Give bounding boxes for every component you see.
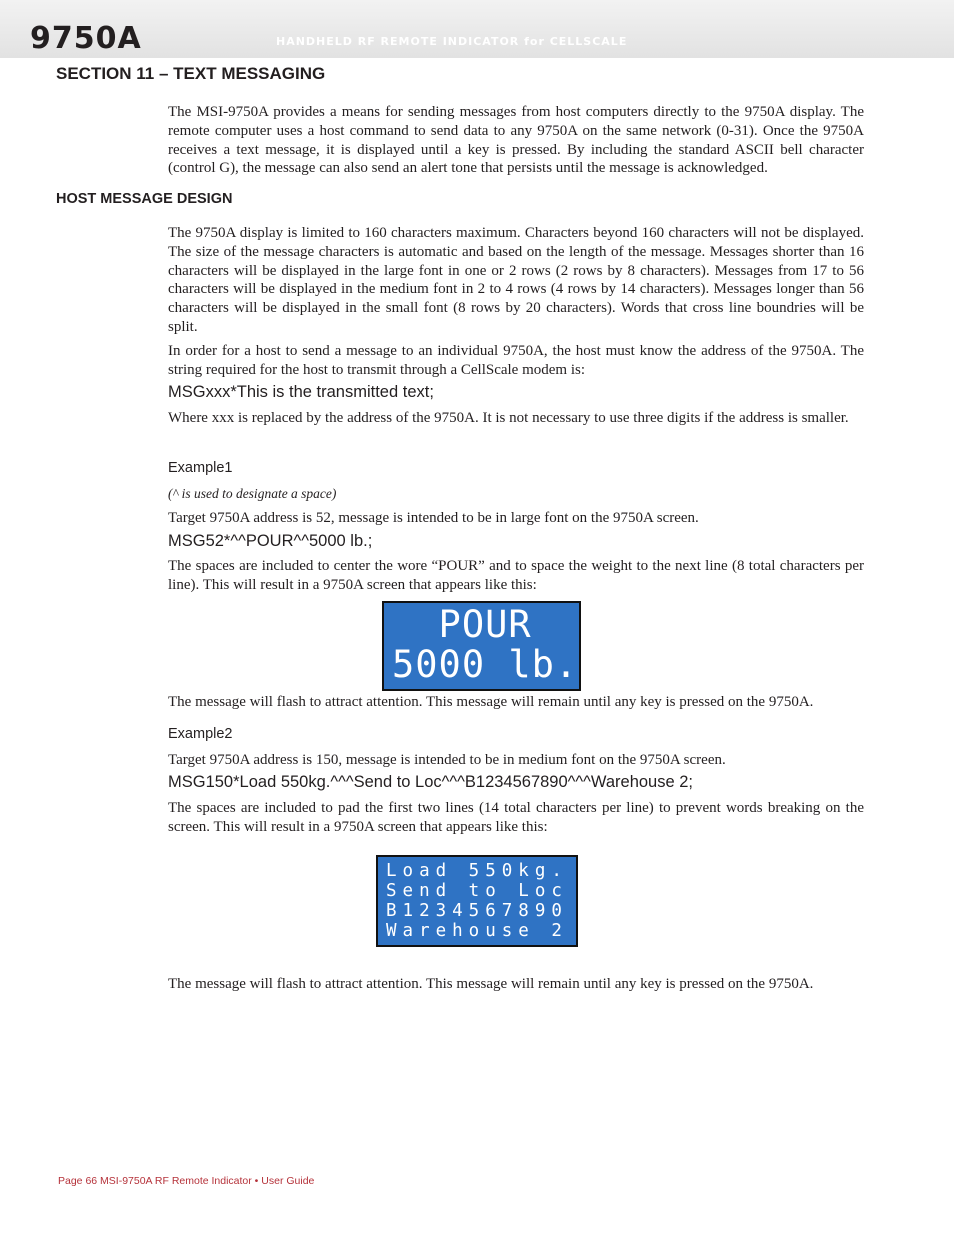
- host-design-paragraph-2: In order for a host to send a message to an individual 9750A, the host must know the address of the 9750A. The string required for the host to transmit through a CellScale modem is:: [168, 343, 864, 378]
- example1-command-block: [168, 531, 864, 551]
- page-header: [0, 0, 954, 58]
- lcd-line: B1234567890: [386, 901, 568, 921]
- example1-explanation: The spaces are included to center the wore “POUR” and to space the weight to the next line (8 total characters per line). This will result in a 9750A screen that appears like this:: [168, 558, 864, 593]
- example1-explain-block: [168, 557, 864, 595]
- example1-target-block: [168, 509, 864, 528]
- lcd-line: Send to Loc: [386, 881, 568, 901]
- intro-block: [168, 103, 864, 178]
- host-design-paragraph-1: The 9750A display is limited to 160 characters maximum. Characters beyond 160 characters will not be displayed. The size of the message characters is automatic and based on the length of the message. Messages shorter than 16 characters will be displayed in the large font in one or 2 rows (2 rows by 8 characters). Messages from 17 to 56 characters will be displayed in the medium font in 2 to 4 rows (4 rows by 14 characters). Messages longer than 56 characters will be displayed in the small font (8 rows by 20 characters). Words that cross line boundries will be split.: [168, 225, 864, 335]
- command-format-block: [168, 382, 864, 402]
- example2-target-block: [168, 751, 864, 770]
- lcd-screen-large-font: [382, 601, 581, 691]
- example2-explanation: The spaces are included to pad the first two lines (14 total characters per line) to prevent words breaking on the screen. This will result in a 9750A screen that appears like this:: [168, 800, 864, 835]
- example1-command: MSG52*^^POUR^^5000 lb.;: [168, 532, 373, 550]
- example2-after-block: [168, 975, 864, 994]
- example1-label-block: [168, 459, 864, 477]
- product-logo: 9750A: [30, 21, 142, 56]
- lcd-line: POUR: [392, 603, 532, 646]
- section-title: SECTION 11 – TEXT MESSAGING: [56, 64, 326, 83]
- host-design-block: [168, 224, 864, 337]
- page-footer: Page 66 MSI-9750A RF Remote Indicator • User Guide: [58, 1175, 315, 1187]
- host-design-paragraph-3: Where xxx is replaced by the address of the 9750A. It is not necessary to use three digits if the address is smaller.: [168, 410, 849, 426]
- example2-command-block: [168, 772, 864, 792]
- example1-after-block: [168, 693, 864, 712]
- example2-after: The message will flash to attract attention. This message will remain until any key is pressed on the 9750A.: [168, 976, 814, 992]
- example1-label: Example1: [168, 460, 233, 476]
- example2-label: Example2: [168, 726, 233, 742]
- example1-note: (^ is used to designate a space): [168, 486, 337, 501]
- example1-after: The message will flash to attract attention. This message will remain until any key is pressed on the 9750A.: [168, 694, 814, 710]
- lcd-screen-medium-font: [376, 855, 578, 947]
- lcd-line: Load 550kg.: [386, 861, 568, 881]
- lcd-line: Warehouse 2: [386, 921, 568, 941]
- example1-target: Target 9750A address is 52, message is intended to be in large font on the 9750A screen.: [168, 510, 699, 526]
- example2-command: MSG150*Load 550kg.^^^Send to Loc^^^B1234567890^^^Warehouse 2;: [168, 773, 693, 791]
- example2-label-block: [168, 725, 864, 743]
- command-format: MSGxxx*This is the transmitted text;: [168, 383, 434, 401]
- host-message-design-heading: HOST MESSAGE DESIGN: [56, 191, 233, 207]
- example2-target: Target 9750A address is 150, message is intended to be in medium font on the 9750A screen.: [168, 752, 726, 768]
- intro-paragraph: The MSI-9750A provides a means for sending messages from host computers directly to the 9750A display. The remote computer uses a host command to send data to any 9750A on the same network (0-31). Once the 9750A receives a text message, it is displayed until a key is pressed. By including the standard ASCII bell character (control G), the message can also send an alert tone that persists until the message is acknowledged.: [168, 104, 864, 177]
- host-design-block-3: [168, 409, 864, 428]
- example2-explain-block: [168, 799, 864, 837]
- example1-note-block: [168, 485, 864, 503]
- host-design-block-2: [168, 342, 864, 380]
- header-subtitle: HANDHELD RF REMOTE INDICATOR for CELLSCALE: [276, 35, 628, 48]
- lcd-line: 5000 lb.: [392, 643, 579, 686]
